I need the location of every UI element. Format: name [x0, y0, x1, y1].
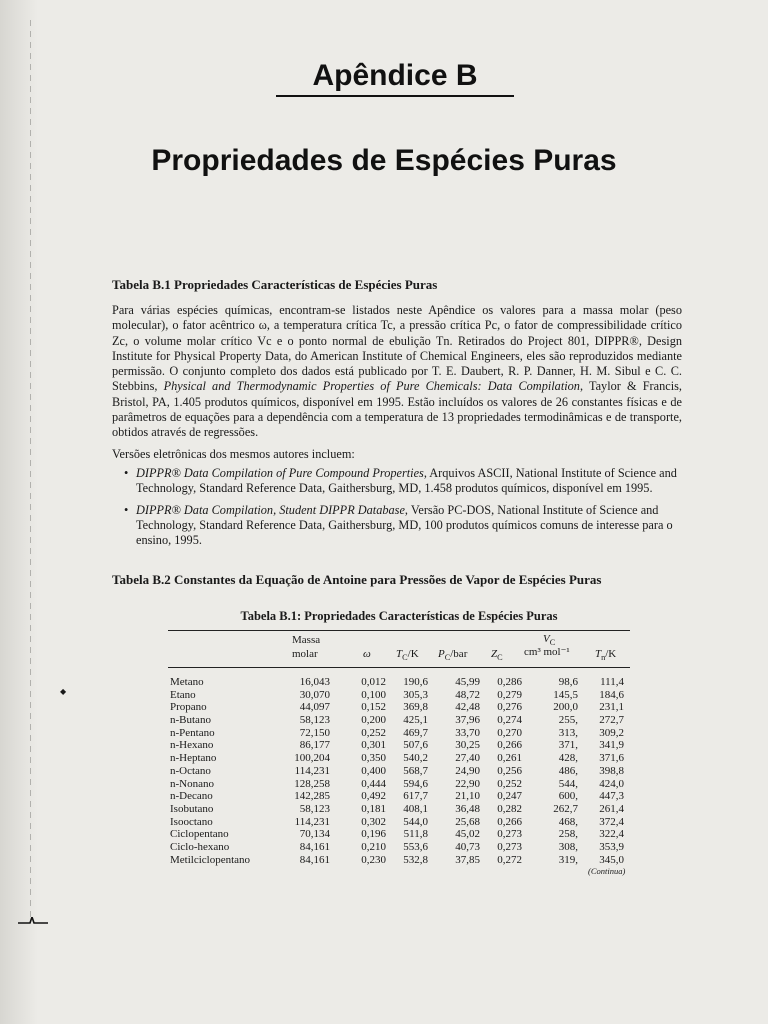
intro-paragraph	[112, 303, 682, 441]
cell-tc: 469,7	[403, 726, 428, 739]
header-tc: $T_C/K$	[396, 648, 419, 663]
cell-vc: 486,	[558, 764, 578, 777]
table-row	[168, 739, 630, 752]
table-header	[168, 631, 630, 667]
cell-omega: 0,301	[361, 739, 386, 752]
cell-omega: 0,196	[361, 828, 386, 841]
cell-tn: 424,0	[599, 777, 624, 790]
cell-zc: 0,272	[497, 853, 522, 866]
table-row	[168, 841, 630, 854]
cell-pc: 48,72	[455, 688, 480, 701]
cell-tn: 447,3	[599, 790, 624, 803]
cell-zc: 0,261	[497, 752, 522, 765]
cell-tc: 425,1	[403, 714, 428, 727]
cell-tc: 369,8	[403, 701, 428, 714]
cell-pc: 36,48	[455, 802, 480, 815]
header-mass-line1: Massa	[292, 634, 321, 646]
header-vc: $V_C$	[543, 633, 556, 648]
cell-tc: 507,6	[403, 739, 428, 752]
cell-zc: 0,273	[497, 828, 522, 841]
table-title: Tabela B.1: Propriedades Características de Espécies Puras	[240, 609, 558, 623]
cell-tc: 532,8	[403, 853, 428, 866]
cell-vc: 258,	[558, 828, 578, 841]
cell-name: n-Butano	[170, 714, 211, 727]
cell-tc: 553,6	[403, 840, 428, 853]
table-row	[168, 816, 630, 829]
cell-tn: 371,6	[599, 752, 624, 765]
cell-mass: 84,161	[299, 840, 330, 853]
cell-omega: 0,200	[361, 714, 386, 727]
title-underline	[276, 95, 514, 97]
cell-mass: 58,123	[299, 714, 330, 727]
table-footer	[168, 866, 630, 878]
cell-name: Metilciclopentano	[170, 853, 251, 866]
version-item-text: DIPPR® Data Compilation, Student DIPPR Database, Versão PC-DOS, National Institute of Science and Technology, Standard Reference Data, Gaithersburg, MD, 100 produtos químicos comuns de interesse para o ensino, 1995.	[136, 502, 673, 548]
cell-mass: 72,150	[299, 726, 330, 739]
cell-omega: 0,400	[361, 764, 386, 777]
table-row	[168, 701, 630, 714]
cell-tc: 408,1	[403, 802, 428, 815]
cell-vc: 262,7	[553, 802, 578, 815]
cell-mass: 70,134	[299, 828, 330, 841]
cell-zc: 0,266	[497, 739, 522, 752]
cell-name: Metano	[170, 676, 204, 688]
cell-tn: 261,4	[599, 802, 624, 815]
table-row	[168, 778, 630, 791]
cell-mass: 114,231	[294, 815, 330, 828]
cell-pc: 30,25	[455, 739, 480, 752]
cell-omega: 0,152	[361, 701, 386, 714]
cell-vc: 468,	[558, 815, 578, 828]
cell-name: n-Hexano	[170, 739, 214, 752]
header-vc-unit: cm³ mol⁻¹	[524, 646, 570, 658]
cell-name: Isobutano	[170, 802, 214, 815]
cell-pc: 40,73	[455, 840, 480, 853]
cell-zc: 0,279	[497, 688, 522, 701]
cell-pc: 33,70	[455, 726, 480, 739]
cell-mass: 58,123	[299, 802, 330, 815]
cell-zc: 0,247	[497, 790, 522, 803]
cell-omega: 0,230	[361, 853, 386, 866]
version-item: • DIPPR® Data Compilation, Student DIPPR Database, Versão PC-DOS, National Institute of Science and Technology, Standard Reference Data, Gaithersburg, MD, 100 produtos químicos comuns de interesse para o ensino, 1995.	[124, 502, 673, 548]
header-tn: $T_n/K$	[595, 648, 617, 663]
cell-vc: 255,	[558, 714, 578, 727]
properties-table	[168, 608, 630, 878]
cell-mass: 142,285	[294, 790, 330, 803]
cell-vc: 145,5	[553, 688, 578, 701]
table-row	[168, 828, 630, 841]
cell-tn: 184,6	[599, 688, 624, 701]
header-omega: ω	[363, 648, 371, 660]
table-row	[168, 714, 630, 727]
cell-zc: 0,270	[497, 726, 522, 739]
cell-tc: 617,7	[403, 790, 428, 803]
table-row	[168, 765, 630, 778]
cell-tn: 309,2	[599, 726, 624, 739]
cell-tc: 544,0	[403, 815, 428, 828]
cell-omega: 0,210	[361, 840, 386, 853]
cell-vc: 600,	[558, 790, 578, 803]
continued-note: (Continua)	[588, 866, 626, 877]
cell-omega: 0,181	[361, 802, 386, 815]
cell-pc: 25,68	[455, 815, 480, 828]
cell-vc: 200,0	[553, 701, 578, 714]
cell-vc: 313,	[558, 726, 578, 739]
cell-tn: 341,9	[599, 739, 624, 752]
section-heading-b1: Tabela B.1 Propriedades Características de Espécies Puras	[112, 277, 438, 292]
cell-zc: 0,286	[497, 676, 522, 688]
cell-name: Ciclopentano	[170, 828, 229, 841]
table-row	[168, 803, 630, 816]
cell-mass: 114,231	[294, 764, 330, 777]
appendix-title: Apêndice B	[312, 59, 478, 92]
table-row	[168, 676, 630, 689]
cell-name: n-Decano	[170, 790, 213, 803]
cell-mass: 44,097	[299, 701, 330, 714]
cell-pc: 24,90	[455, 764, 480, 777]
versions-block	[112, 447, 682, 462]
cell-mass: 16,043	[299, 676, 330, 688]
cell-name: Etano	[170, 688, 196, 701]
page-corner-mark	[18, 917, 48, 925]
cell-tn: 322,4	[599, 828, 624, 841]
cell-zc: 0,274	[497, 714, 522, 727]
cell-zc: 0,266	[497, 815, 522, 828]
cell-mass: 128,258	[294, 777, 330, 790]
cell-name: n-Heptano	[170, 752, 217, 765]
cell-tn: 272,7	[599, 714, 624, 727]
cell-omega: 0,492	[361, 790, 386, 803]
cell-name: n-Nonano	[170, 777, 214, 790]
cell-zc: 0,276	[497, 701, 522, 714]
cell-omega: 0,302	[361, 815, 386, 828]
versions-list	[112, 466, 682, 554]
cell-pc: 42,48	[455, 701, 480, 714]
table-row	[168, 689, 630, 702]
table-row	[168, 752, 630, 765]
cell-tn: 398,8	[599, 764, 624, 777]
chapter-title: Propriedades de Espécies Puras	[151, 144, 617, 177]
cell-tn: 345,0	[599, 853, 624, 866]
cell-tc: 511,8	[403, 828, 428, 841]
cell-pc: 45,99	[455, 676, 480, 688]
header-mass-line2: molar	[292, 648, 318, 660]
cell-tc: 594,6	[403, 777, 428, 790]
binding-edge	[30, 20, 31, 920]
cell-vc: 428,	[558, 752, 578, 765]
cell-tc: 305,3	[403, 688, 428, 701]
header-zc: $Z_C$	[491, 648, 503, 663]
cell-pc: 45,02	[455, 828, 480, 841]
cell-tn: 353,9	[599, 840, 624, 853]
table-body	[168, 668, 630, 866]
cell-name: Ciclo-hexano	[170, 840, 230, 853]
cell-name: Isooctano	[170, 815, 213, 828]
cell-tc: 190,6	[403, 676, 428, 688]
page-gutter	[0, 0, 40, 1024]
cell-vc: 544,	[558, 777, 578, 790]
cell-zc: 0,252	[497, 777, 522, 790]
cell-omega: 0,350	[361, 752, 386, 765]
cell-tn: 111,4	[600, 676, 624, 688]
cell-zc: 0,256	[497, 764, 522, 777]
table-row	[168, 727, 630, 740]
cell-vc: 308,	[558, 840, 578, 853]
cell-omega: 0,012	[361, 676, 386, 688]
cell-pc: 37,85	[455, 853, 480, 866]
header-pc: $P_C$/bar	[438, 648, 468, 663]
cell-vc: 371,	[558, 739, 578, 752]
cell-mass: 30,070	[299, 688, 330, 701]
cell-omega: 0,252	[361, 726, 386, 739]
cell-omega: 0,100	[361, 688, 386, 701]
version-item-text: DIPPR® Data Compilation of Pure Compound Properties, Arquivos ASCII, National Institute of Science and Technology, Standard Reference Data, Gaithersburg, MD, 1.458 produtos químicos, disponível em 1995.	[136, 466, 677, 496]
section-table-b2	[112, 572, 682, 588]
cell-name: n-Pentano	[170, 726, 215, 739]
intro-paragraph-text: Para várias espécies químicas, encontram-se listados neste Apêndice os valores para a massa molar (peso molecular), o fator acêntrico ω, a temperatura crítica Tc, a pressão crítica Pc, o fator de compressibilidade crítico Zc, o volume molar crítico Vc e o ponto normal de ebulição Tn. Retirados do Project 801, DIPPR®, Design Institute for Physical Property Data, do American Institute of Chemical Engineers, eles são reproduzidos mediante permissão. O conjunto completo dos dados está publicado por T. E. Daubert, R. P. Danner, H. M. Sibul e C. C. Stebbins, Physical and Thermodynamic Properties of Pure Chemicals: Data Compilation, Taylor & Francis, Bristol, PA, 1.405 produtos químicos, disponível em 1995. Estão incluídos os valores de 26 constantes físicas e de parâmetros de equações para a dependência com a temperatura de 13 propriedades termodinâmicas e de transporte, obtidos através de regressões.	[112, 303, 682, 440]
cell-zc: 0,273	[497, 840, 522, 853]
cell-pc: 27,40	[455, 752, 480, 765]
cell-tn: 231,1	[599, 701, 624, 714]
cell-pc: 37,96	[455, 714, 480, 727]
cell-mass: 84,161	[299, 853, 330, 866]
cell-name: n-Octano	[170, 764, 211, 777]
cell-mass: 100,204	[294, 752, 330, 765]
cell-zc: 0,282	[497, 802, 522, 815]
section-heading-b2: Tabela B.2 Constantes da Equação de Antoine para Pressões de Vapor de Espécies Puras	[112, 572, 602, 587]
cell-tn: 372,4	[599, 815, 624, 828]
cell-mass: 86,177	[299, 739, 330, 752]
cell-pc: 21,10	[455, 790, 480, 803]
cell-name: Propano	[170, 701, 207, 714]
table-row	[168, 854, 630, 867]
cell-omega: 0,444	[361, 777, 386, 790]
cell-tc: 568,7	[403, 764, 428, 777]
table-row	[168, 790, 630, 803]
margin-dot: ◆	[60, 687, 67, 696]
versions-bullets	[112, 466, 682, 548]
cell-tc: 540,2	[403, 752, 428, 765]
cell-vc: 319,	[558, 853, 578, 866]
cell-vc: 98,6	[558, 676, 578, 688]
section-table-b1	[112, 277, 682, 293]
cell-pc: 22,90	[455, 777, 480, 790]
versions-intro: Versões eletrônicas dos mesmos autores incluem:	[112, 447, 355, 461]
version-item: • DIPPR® Data Compilation of Pure Compound Properties, Arquivos ASCII, National Institute of Science and Technology, Standard Reference Data, Gaithersburg, MD, 1.458 produtos químicos, disponível em 1995.	[124, 466, 677, 496]
